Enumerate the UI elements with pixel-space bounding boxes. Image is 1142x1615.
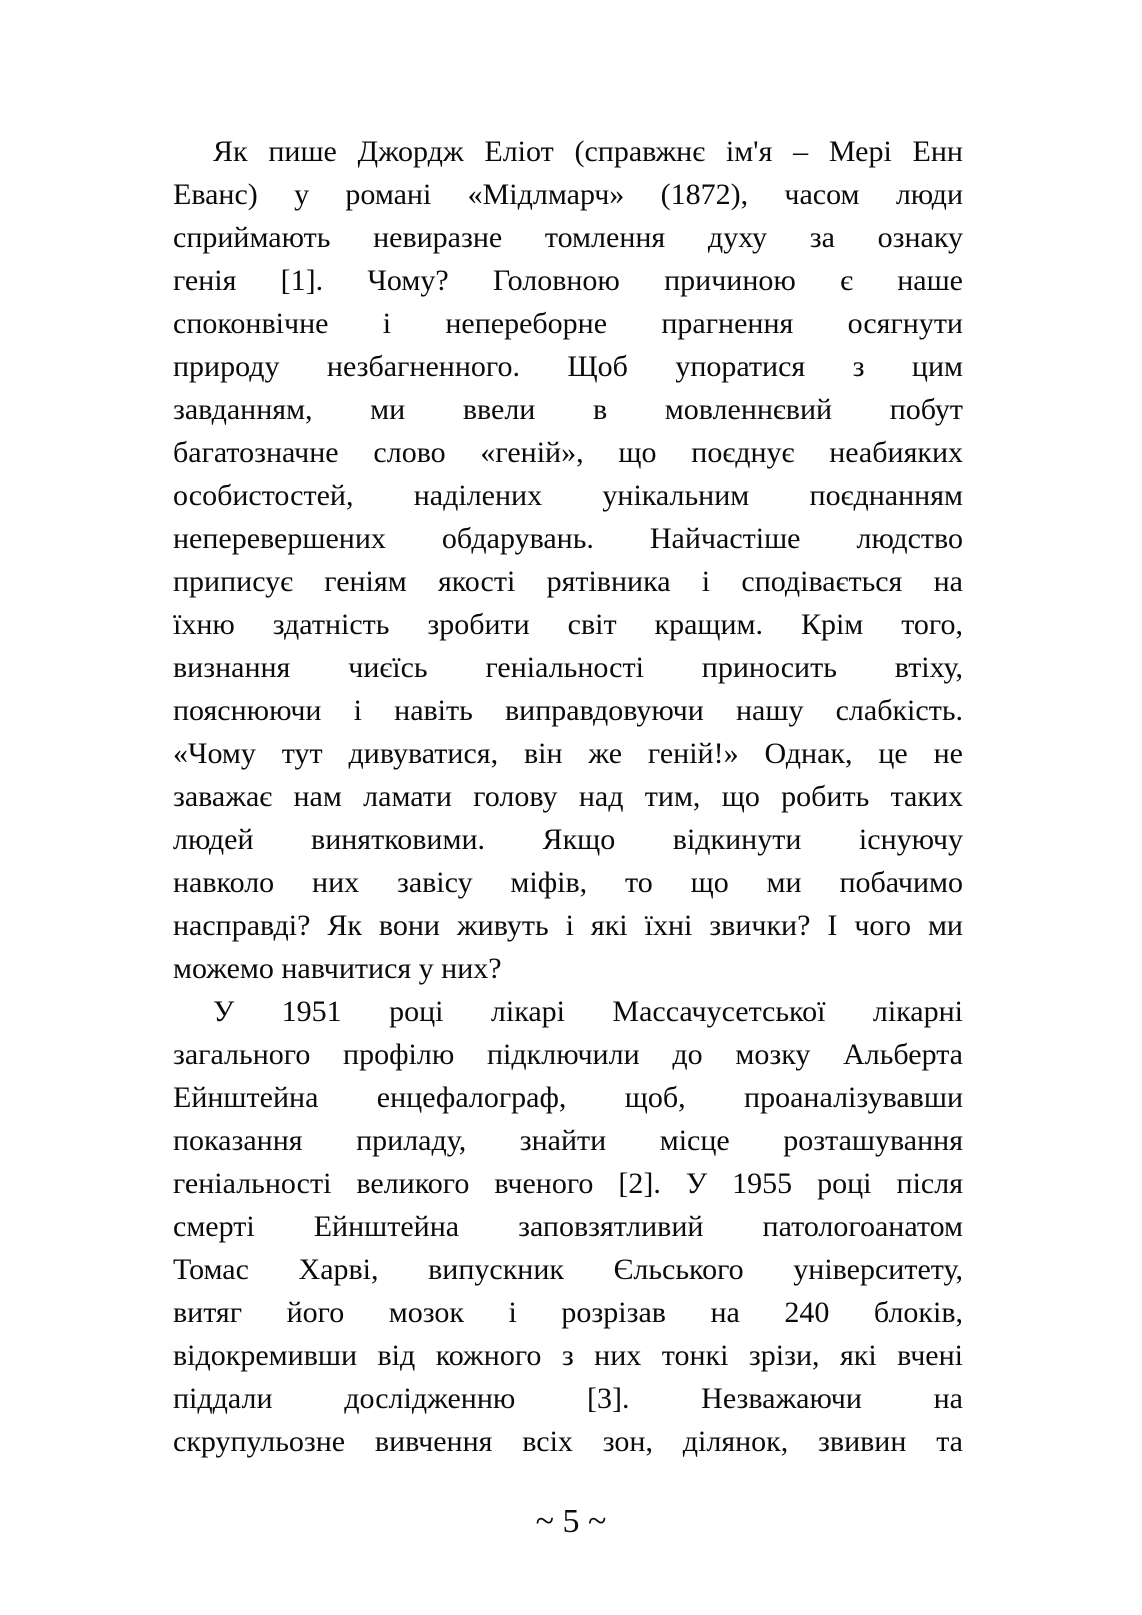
text-line: смерті Ейнштейна заповзятливий патологоанатом — [173, 1210, 963, 1243]
text-line: споконвічне і непереборне прагнення осягнути — [173, 307, 963, 340]
text-line: витяг його мозок і розрізав на 240 блоків, — [173, 1296, 963, 1329]
text-line: Як пише Джордж Еліот (справжнє ім'я – Мері Енн — [213, 135, 963, 168]
text-line: сприймають невиразне томлення духу за ознаку — [173, 221, 963, 254]
text-line: Томас Харві, випускник Єльського університету, — [173, 1253, 963, 1286]
text-line: навколо них завісу міфів, то що ми побачимо — [173, 866, 963, 899]
text-line: генія [1]. Чому? Головною причиною є наше — [173, 264, 963, 297]
text-line: визнання чиєїсь геніальності приносить втіху, — [173, 651, 963, 684]
text-line: загального профілю підключили до мозку Альберта — [173, 1038, 963, 1071]
text-line: Ейнштейна енцефалограф, щоб, проаналізувавши — [173, 1081, 963, 1114]
text-line: пояснюючи і навіть виправдовуючи нашу слабкість. — [173, 694, 963, 727]
body-text — [173, 130, 963, 1463]
text-line: приписує геніям якості рятівника і сподівається на — [173, 565, 963, 598]
text-line: геніальності великого вченого [2]. У 1955 році після — [173, 1167, 963, 1200]
text-line: показання приладу, знайти місце розташування — [173, 1124, 963, 1157]
text-line: насправді? Як вони живуть і які їхні звички? І чого ми — [173, 909, 963, 942]
text-line: багатозначне слово «геній», що поєднує неабияких — [173, 436, 963, 469]
text-line: можемо навчитися у них? — [173, 952, 502, 985]
text-line: піддали дослідженню [3]. Незважаючи на — [173, 1382, 963, 1415]
text-line: особистостей, наділених унікальним поєднанням — [173, 479, 963, 512]
text-line: «Чому тут дивуватися, він же геній!» Однак, це не — [173, 737, 963, 770]
text-line: завданням, ми ввели в мовленнєвий побут — [173, 393, 963, 426]
text-line: людей винятковими. Якщо відкинути існуючу — [173, 823, 963, 856]
text-line: скрупульозне вивчення всіх зон, ділянок, звивин та — [173, 1425, 963, 1458]
text-line: відокремивши від кожного з них тонкі зрізи, які вчені — [173, 1339, 963, 1372]
paragraph — [173, 130, 963, 990]
page-number: ~ 5 ~ — [535, 1503, 607, 1540]
paragraph — [173, 990, 963, 1463]
text-line: їхню здатність зробити світ кращим. Крім того, — [173, 608, 963, 641]
text-line: заважає нам ламати голову над тим, що робить таких — [173, 780, 963, 813]
text-line: У 1951 році лікарі Массачусетської лікарні — [213, 995, 963, 1028]
text-line: Еванс) у романі «Мідлмарч» (1872), часом люди — [173, 178, 963, 211]
text-line: неперевершених обдарувань. Найчастіше людство — [173, 522, 963, 555]
text-line: природу незбагненного. Щоб упоратися з цим — [173, 350, 963, 383]
